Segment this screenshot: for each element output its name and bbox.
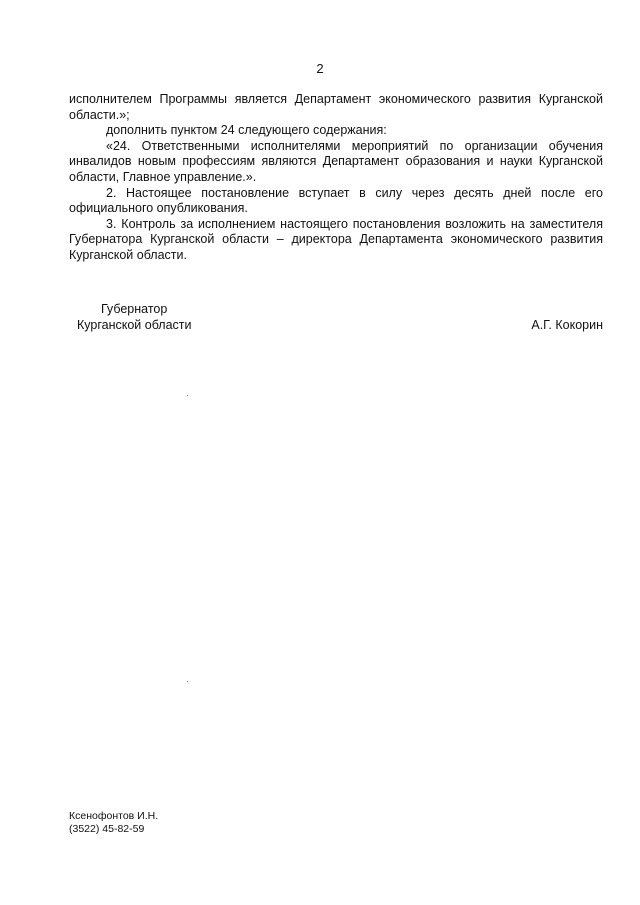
paragraph-add-item: дополнить пунктом 24 следующего содержания: — [106, 123, 387, 138]
paragraph-program-executor: исполнителем Программы является Департамент экономического развития Курганской области.»; — [69, 92, 603, 122]
paragraph-effective-date: 2. Настоящее постановление вступает в силу через десять дней после его официального опубликования. — [69, 185, 603, 216]
document-body — [69, 92, 603, 264]
signature-position-region: Курганской области — [77, 317, 192, 332]
contact-phone: (3522) 45-82-59 — [69, 823, 145, 835]
signature-name: А.Г. Кокорин — [531, 318, 603, 332]
contact-name: Ксенофонтов И.Н. — [69, 810, 159, 822]
contact-block — [69, 810, 158, 836]
paragraph-item-24: «24. Ответственными исполнителями мероприятий по организации обучения инвалидов новым профессиям являются Департамент образования и науки Курганской области, Главное управление.». — [69, 138, 603, 184]
signature-position — [77, 302, 192, 333]
paragraph-control: 3. Контроль за исполнением настоящего постановления возложить на заместителя Губернатора Курганской области – директора Департамента экономического развития Курганской области. — [69, 216, 603, 262]
scan-speck — [187, 681, 188, 682]
signature-position-title: Губернатор — [101, 302, 168, 316]
scan-speck — [187, 395, 188, 396]
page-number: 2 — [316, 61, 324, 76]
